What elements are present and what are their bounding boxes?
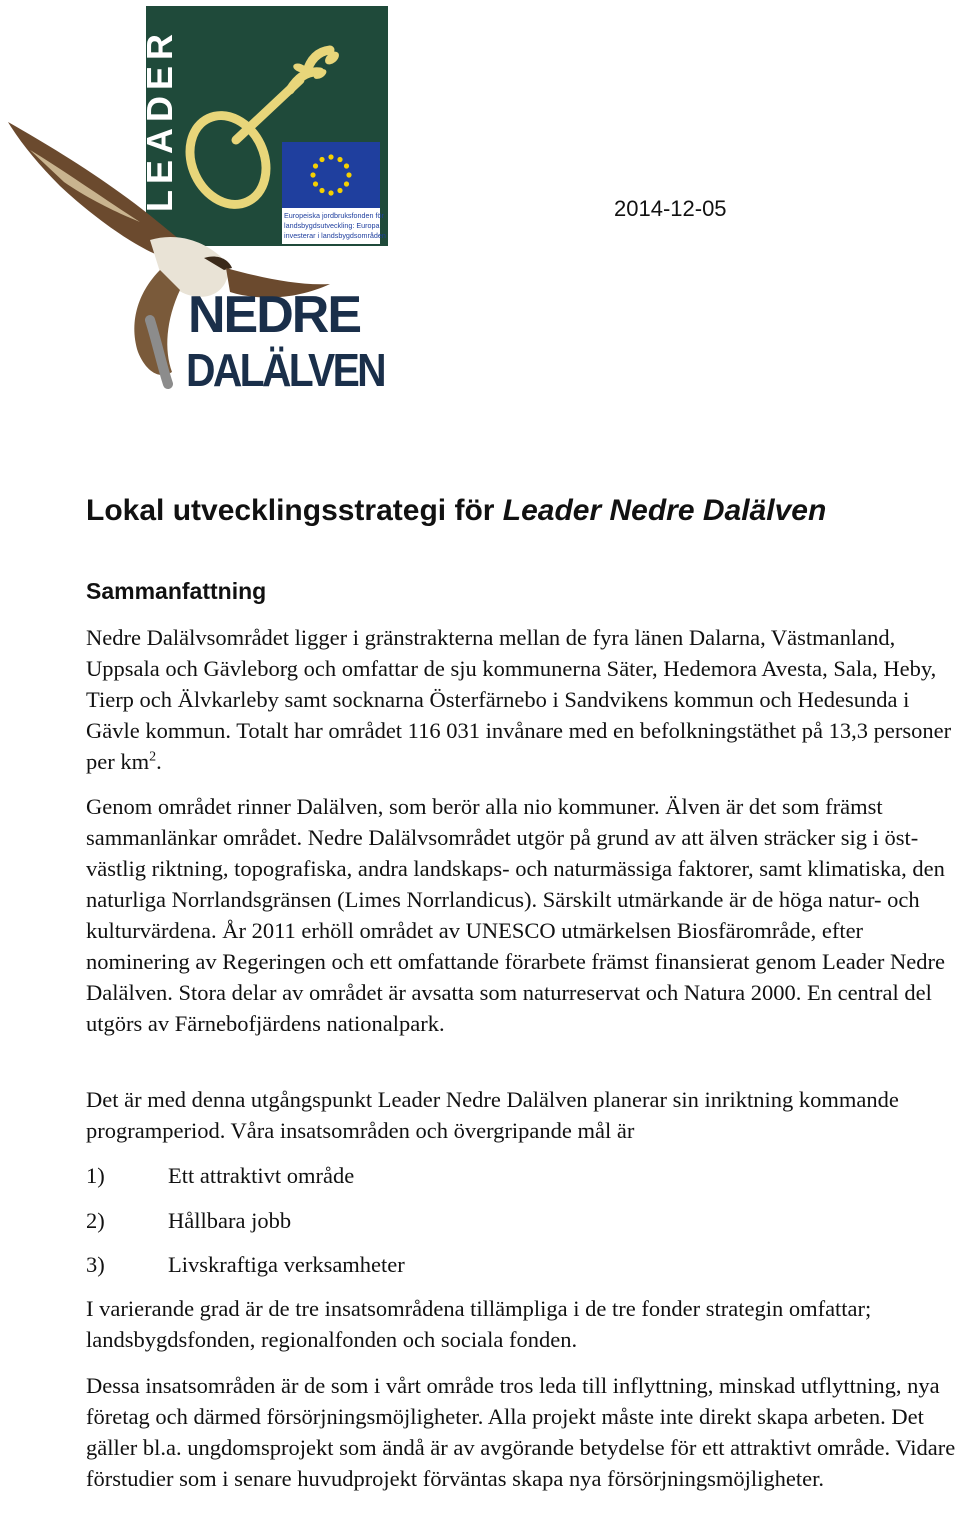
paragraph-dalalven: Genom området rinner Dalälven, som berör alla nio kommuner. Älven är det som främst sammanlänkar området. Nedre Dalälvsområdet utgör på grund av att älven sträcker sig i öst-västlig riktning, topografiska, andra landskaps- och naturmässiga faktorer, samt klimatiska, den naturliga Norrlandsgränsen (Limes Norrlandicus). Särskilt utmärkande är de höga natur- och kulturvärdena. År 2011 erhöll området av UNESCO utmärkelsen Biosfärområde, efter nominering av Regeringen och ett omfattande förarbete främst finansierat genom Leader Nedre Dalälven. Stora delar av området är avsatta som naturreservat och Natura 2000. En central del utgörs av Färnebofjärdens nationalpark. <box>86 794 946 1036</box>
list-item-text: Ett attraktivt område <box>168 1163 355 1188</box>
goals-list <box>86 1160 405 1294</box>
paragraph-effects: Dessa insatsområden är de som i vårt område tros leda till inflyttning, minskad utflyttning, nya företag och därmed försörjningsmöjligheter. Alla projekt måste inte direkt skapa arbeten. Det gäller bl.a. ungdomsprojekt som ändå är av avgörande betydelse för ett attraktivt område. Vidare förstudier som i senare huvudprojekt förväntas skapa nya försörjningsmöjligheter. <box>86 1373 956 1491</box>
list-item <box>86 1205 405 1250</box>
eu-caption-line-2: landsbygdsutveckling: Europa <box>284 221 380 230</box>
list-item-number: 1) <box>86 1163 105 1188</box>
eu-flag-icon <box>282 142 380 208</box>
paragraph-funds: I varierande grad är de tre insatsområdena tillämpliga i de tre fonder strategin omfattar; landsbygdsfonden, regionalfonden och sociala fonden. <box>86 1296 872 1352</box>
paragraph-starting-point: Det är med denna utgångspunkt Leader Nedre Dalälven planerar sin inriktning kommande programperiod. Våra insatsområden och övergripande mål är <box>86 1087 899 1143</box>
document-title-prefix: Lokal utvecklingsstrategi för <box>86 494 503 527</box>
eu-caption-line-3: investerar i landsbygdsområden <box>284 231 386 240</box>
list-item <box>86 1249 405 1294</box>
superscript-two: 2 <box>149 749 157 765</box>
leader-wordmark: LEADER <box>139 27 180 212</box>
section-heading: Sammanfattning <box>86 578 267 604</box>
eu-caption-line-1: Europeiska jordbruksfonden för <box>284 211 384 220</box>
paragraph-intro-end: . <box>156 749 162 774</box>
list-item-text: Hållbara jobb <box>168 1207 292 1233</box>
region-name-line-1: NEDRE <box>188 286 361 344</box>
document-date: 2014-12-05 <box>614 196 727 221</box>
list-item-text: Livskraftiga verksamheter <box>168 1252 405 1277</box>
list-item <box>86 1160 405 1205</box>
paragraph-intro-text: Nedre Dalälvsområdet ligger i gränstrakterna mellan de fyra länen Dalarna, Västmanland, Uppsala och Gävleborg och omfattar de sju kommunerna Säter, Hedemora Avesta, Sala, Heby, Tierp och Älvkarleby samt socknarna Österfärnebo i Sandvikens kommun och Hedesunda i Gävle kommun. Totalt har området 116 031 invånare med en befolkningstäthet på 13,3 personer per km <box>86 625 952 774</box>
paragraph-intro <box>86 622 958 777</box>
document-title-emphasis: Leader Nedre Dalälven <box>502 494 827 527</box>
list-item-number: 3) <box>86 1252 105 1277</box>
document-title <box>86 494 826 528</box>
region-name-line-2: DALÄLVEN <box>186 344 385 396</box>
leader-nedre-dalalven-logo <box>0 0 400 400</box>
list-item-number: 2) <box>86 1207 105 1233</box>
